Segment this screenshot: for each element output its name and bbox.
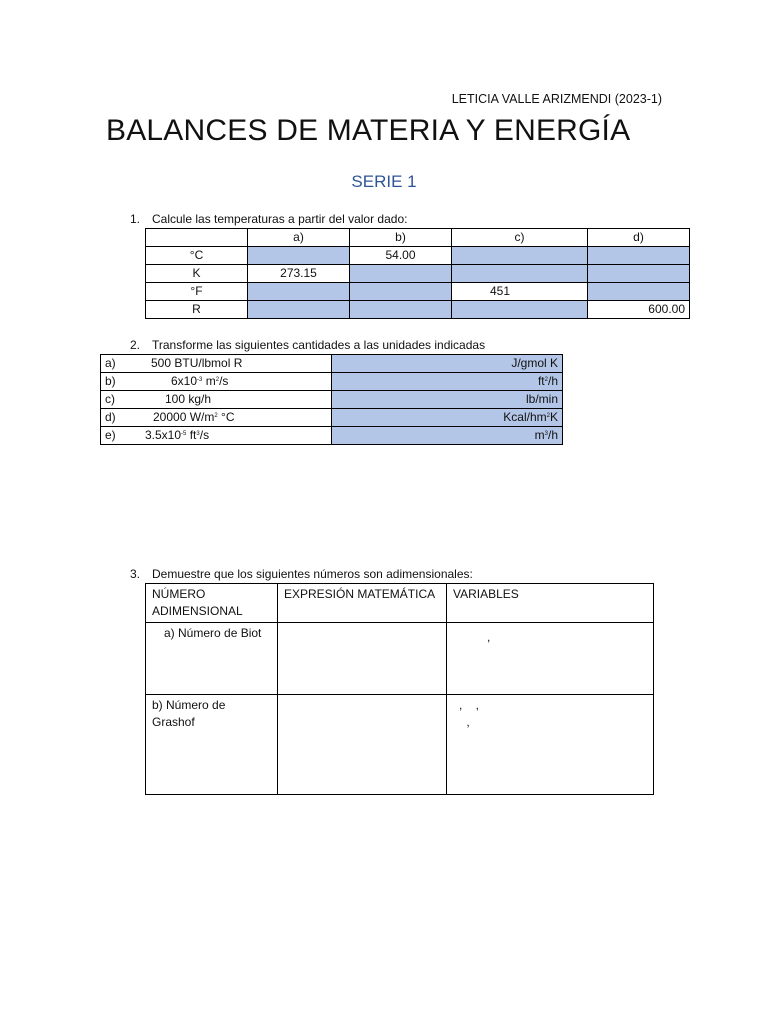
row-letter: c)	[105, 392, 115, 406]
variables-cell[interactable]: , , ,	[447, 695, 654, 795]
number-name-cell: b) Número de Grashof	[146, 695, 278, 795]
table-header-cell: d)	[588, 229, 690, 247]
question-number: 3.	[130, 567, 141, 581]
table-row	[101, 373, 563, 391]
quantity-value: $3.5x10^{-5}$ $ft^3/s$	[145, 428, 210, 442]
dimensionless-numbers-table	[145, 583, 654, 795]
quantity-cell	[101, 427, 332, 445]
target-unit-cell[interactable]: $m^3/h$	[332, 427, 563, 445]
answer-cell[interactable]	[452, 301, 588, 319]
answer-cell[interactable]	[350, 265, 452, 283]
row-letter: a)	[105, 356, 116, 370]
table-row	[146, 265, 690, 283]
target-unit-cell[interactable]: J/gmol K	[332, 355, 563, 373]
row-letter: b)	[105, 374, 116, 388]
question-3	[130, 567, 473, 581]
question-text: Transforme las siguientes cantidades a las unidades indicadas	[152, 338, 486, 352]
table-header-cell	[146, 229, 248, 247]
answer-cell[interactable]	[248, 301, 350, 319]
table-row	[146, 695, 654, 795]
target-unit-cell[interactable]: $ft^2/h$	[332, 373, 563, 391]
document-title: BALANCES DE MATERIA Y ENERGÍA	[106, 114, 631, 147]
quantity-value: $6x10^{-3}$ $m^2/s$	[171, 374, 229, 388]
unit-cell: K	[146, 265, 248, 283]
table-row	[101, 409, 563, 427]
table-row	[146, 301, 690, 319]
question-text: Calcule las temperaturas a partir del valor dado:	[152, 212, 408, 226]
expression-cell[interactable]	[278, 623, 447, 695]
quantity-value: 20000 $W/m^2$ °C	[153, 410, 235, 424]
table-header-cell: c)	[452, 229, 588, 247]
given-value-cell: 54.00	[350, 247, 452, 265]
row-letter: e)	[105, 428, 116, 442]
series-subtitle: SERIE 1	[351, 172, 417, 191]
given-value-cell: 273.15	[248, 265, 350, 283]
answer-cell[interactable]	[588, 283, 690, 301]
row-letter: d)	[105, 410, 116, 424]
quantity-cell	[101, 355, 332, 373]
table-header-row	[146, 229, 690, 247]
answer-cell[interactable]	[350, 301, 452, 319]
target-unit-cell[interactable]: Kcal/$hm^2K$	[332, 409, 563, 427]
question-1	[130, 212, 407, 226]
table-row	[101, 355, 563, 373]
quantity-value: 100 kg/h	[165, 392, 212, 406]
question-text: Demuestre que los siguientes números son adimensionales:	[152, 567, 473, 581]
expression-cell[interactable]	[278, 695, 447, 795]
question-2	[130, 338, 485, 352]
quantity-cell	[101, 391, 332, 409]
given-value-cell: 600.00	[588, 301, 690, 319]
table-row	[146, 283, 690, 301]
answer-cell[interactable]	[452, 265, 588, 283]
question-number: 2.	[130, 338, 141, 352]
question-number: 1.	[130, 212, 141, 226]
target-unit-cell[interactable]: lb/min	[332, 391, 563, 409]
answer-cell[interactable]	[588, 247, 690, 265]
answer-cell[interactable]	[588, 265, 690, 283]
given-value-cell: 451	[452, 283, 588, 301]
unit-conversion-table	[100, 354, 563, 445]
table-header-cell: EXPRESIÓN MATEMÁTICA	[278, 584, 447, 623]
unit-cell: °F	[146, 283, 248, 301]
table-header-cell: a)	[248, 229, 350, 247]
quantity-cell	[101, 373, 332, 391]
table-row	[146, 623, 654, 695]
temperature-table	[145, 228, 690, 319]
answer-cell[interactable]	[350, 283, 452, 301]
table-row	[101, 427, 563, 445]
table-header-cell: b)	[350, 229, 452, 247]
table-header-cell: VARIABLES	[447, 584, 654, 623]
number-name-cell: a) Número de Biot	[146, 623, 278, 695]
table-header-row	[146, 584, 654, 623]
table-row	[146, 247, 690, 265]
quantity-value: 500 BTU/lbmol R	[151, 356, 243, 370]
unit-cell: °C	[146, 247, 248, 265]
table-header-cell: NÚMERO ADIMENSIONAL	[146, 584, 278, 623]
variables-cell[interactable]: ,	[447, 623, 654, 695]
answer-cell[interactable]	[248, 283, 350, 301]
author-line: LETICIA VALLE ARIZMENDI (2023-1)	[451, 92, 662, 106]
table-row	[101, 391, 563, 409]
answer-cell[interactable]	[452, 247, 588, 265]
unit-cell: R	[146, 301, 248, 319]
answer-cell[interactable]	[248, 247, 350, 265]
quantity-cell	[101, 409, 332, 427]
